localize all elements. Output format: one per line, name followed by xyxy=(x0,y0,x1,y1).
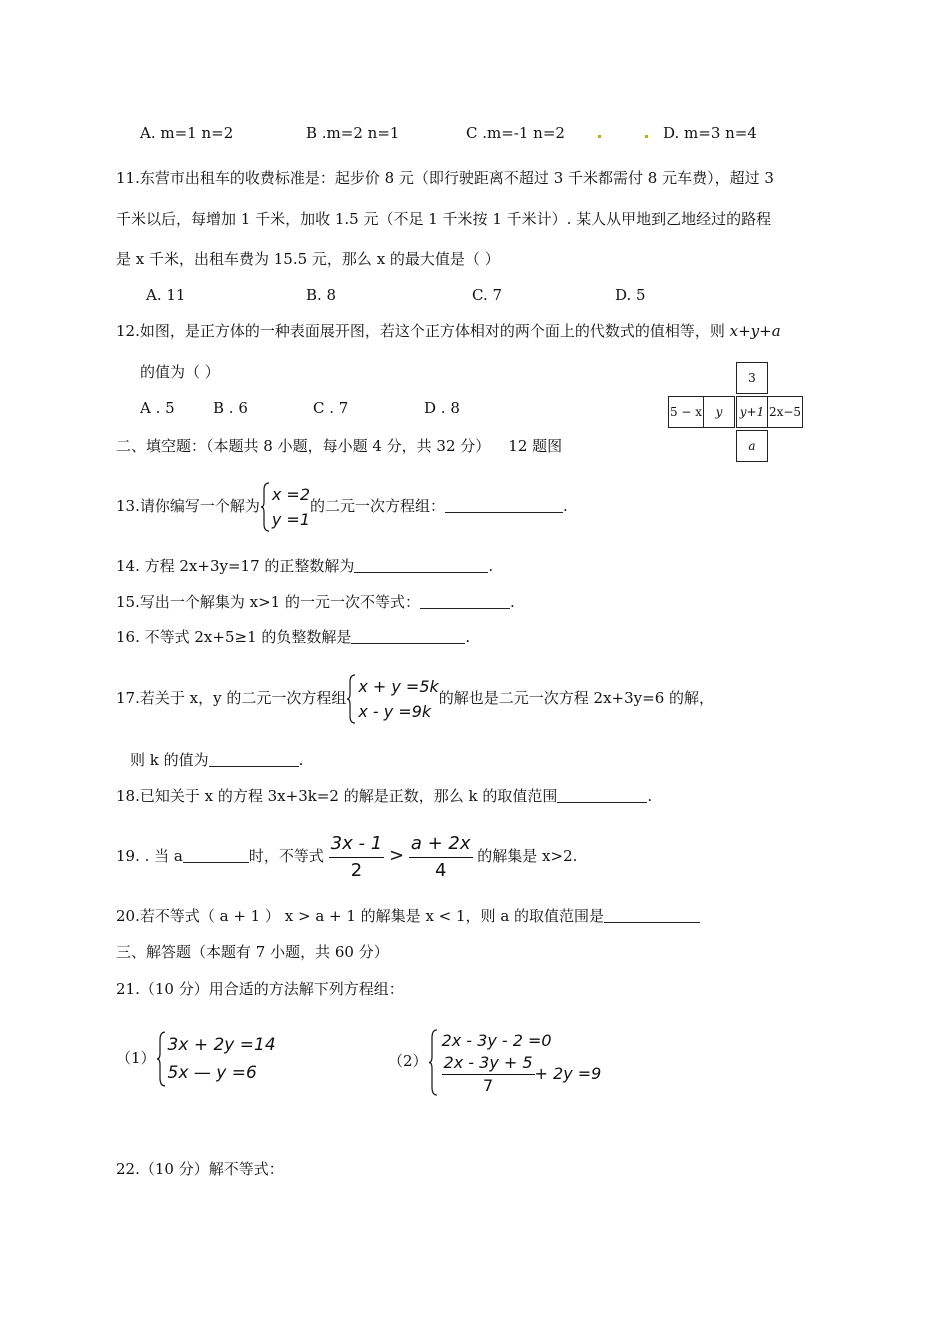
q12-expression: x+y+a xyxy=(729,322,781,340)
q17-suffix: 的解也是二元一次方程 2x+3y=6 的解， xyxy=(438,689,715,707)
q21-part-2-system xyxy=(428,1029,602,1096)
left-brace-icon xyxy=(156,1031,166,1087)
q16 xyxy=(116,627,470,647)
section-3-heading: 三、解答题（本题有 7 小题，共 60 分） xyxy=(116,943,389,961)
q17-text: 则 k 的值为 xyxy=(130,751,209,769)
net-cell-top: 3 xyxy=(736,362,768,394)
q15-end: . xyxy=(509,593,515,611)
q16-end: . xyxy=(465,628,471,646)
fraction-right xyxy=(409,832,473,883)
q21-fraction-denominator: 7 xyxy=(482,1075,494,1095)
q21-title: 21.（10 分）用合适的方法解下列方程组： xyxy=(116,980,404,998)
fraction-left-numerator: 3x - 1 xyxy=(329,832,385,858)
q12-option-c: C . 7 xyxy=(313,399,349,417)
q13-eq-1: x =2 xyxy=(271,485,310,504)
q11-option-b: B. 8 xyxy=(306,286,337,304)
greater-than-sign: > xyxy=(388,845,405,866)
q17-line-2 xyxy=(130,750,303,770)
net-cell-left: 5 − x xyxy=(668,396,704,428)
q10-option-c: C .m=-1 n=2 xyxy=(466,124,565,142)
q21-part-2-eq-1: 2x - 3y - 2 =0 xyxy=(441,1030,552,1050)
answer-blank[interactable] xyxy=(557,787,647,803)
q14 xyxy=(116,556,493,576)
fraction-left-denominator: 2 xyxy=(350,859,363,881)
q13-end: . xyxy=(563,497,568,515)
net-cell-right: 2x−5 xyxy=(767,396,803,428)
q19-suffix: 的解集是 x>2. xyxy=(477,847,578,865)
q21-part-2-label: （2） xyxy=(388,1052,428,1070)
net-cell-center: y+1 xyxy=(736,396,768,428)
q21-part-1-eq-2: 5x — y =6 xyxy=(167,1063,257,1083)
q21-part-2-eq-2 xyxy=(442,1053,602,1096)
q18-end: . xyxy=(647,787,653,805)
left-brace-icon xyxy=(346,674,356,724)
section-2-heading xyxy=(116,436,562,456)
q21-fraction xyxy=(442,1053,535,1096)
left-brace-icon xyxy=(260,482,270,532)
q12-text: 12.如图，是正方体的一种表面展开图，若这个正方体相对的两个面上的代数式的值相等，则 xyxy=(116,322,730,340)
q10-option-a: A. m=1 n=2 xyxy=(140,124,234,142)
q21-part-1-eq-1: 3x + 2y =14 xyxy=(167,1035,276,1055)
q14-end: . xyxy=(488,557,494,575)
q11-option-d: D. 5 xyxy=(615,286,646,304)
left-brace-icon xyxy=(428,1029,438,1096)
q18-text: 18.已知关于 x 的方程 3x+3k=2 的解是正数，那么 k 的取值范围 xyxy=(116,787,558,805)
q13 xyxy=(116,480,568,532)
answer-blank[interactable] xyxy=(445,497,563,513)
q13-eq-2: y =1 xyxy=(271,510,310,529)
q17-eq-1: x + y =5k xyxy=(358,677,439,696)
q17-prefix: 17.若关于 x，y 的二元一次方程组 xyxy=(116,689,347,707)
q18 xyxy=(116,786,652,806)
q19-prefix: 19. . 当 a xyxy=(116,847,183,865)
stray-mark xyxy=(598,135,601,138)
q16-text: 16. 不等式 2x+5≥1 的负整数解是 xyxy=(116,628,352,646)
q17 xyxy=(116,672,714,724)
q21-part-2 xyxy=(388,1024,601,1098)
q15 xyxy=(116,592,515,612)
q11-option-c: C. 7 xyxy=(472,286,503,304)
fraction-right-denominator: 4 xyxy=(434,859,447,881)
figure-caption: 12 题图 xyxy=(508,437,563,455)
q12-option-a: A . 5 xyxy=(140,399,175,417)
q19 xyxy=(116,828,577,884)
q20-text: 20.若不等式（ a + 1 ） x > a + 1 的解集是 x < 1，则 a 的取值范围是 xyxy=(116,907,605,925)
cube-net-figure xyxy=(668,362,808,462)
q20 xyxy=(116,906,700,926)
answer-blank[interactable] xyxy=(420,593,510,609)
q10-option-b: B .m=2 n=1 xyxy=(306,124,400,142)
q21-part-1-system xyxy=(156,1031,276,1087)
q11-line-3: 是 x 千米，出租车费为 15.5 元，那么 x 的最大值是（ ） xyxy=(116,250,500,268)
answer-blank[interactable] xyxy=(183,847,249,863)
fraction-left xyxy=(329,832,385,883)
q19-mid: 时，不等式 xyxy=(248,847,324,865)
answer-blank[interactable] xyxy=(604,907,700,923)
answer-blank[interactable] xyxy=(351,628,465,644)
q22-title: 22.（10 分）解不等式： xyxy=(116,1160,284,1178)
q10-option-d: D. m=3 n=4 xyxy=(663,124,757,142)
q12-line-1 xyxy=(116,321,781,341)
answer-blank[interactable] xyxy=(209,751,299,767)
q15-text: 15.写出一个解集为 x>1 的一元一次不等式： xyxy=(116,593,420,611)
q11-line-1: 11.东营市出租车的收费标准是：起步价 8 元（即行驶距离不超过 3 千米都需付 8 元车费），超过 3 xyxy=(116,169,774,187)
fraction-right-numerator: a + 2x xyxy=(409,832,473,858)
q13-system xyxy=(260,482,310,532)
q17-system xyxy=(346,674,438,724)
q11-option-a: A. 11 xyxy=(146,286,186,304)
answer-blank[interactable] xyxy=(354,557,488,573)
q21-part-1-label: （1） xyxy=(116,1049,156,1067)
q17-eq-2: x - y =9k xyxy=(358,702,432,721)
net-cell-mid: y xyxy=(703,396,735,428)
q13-prefix: 13.请你编写一个解为 xyxy=(116,497,260,515)
stray-mark xyxy=(645,135,648,138)
q12-option-d: D . 8 xyxy=(424,399,460,417)
q17-end: . xyxy=(298,751,304,769)
q12-line-2: 的值为（ ） xyxy=(140,363,220,381)
net-cell-bottom: a xyxy=(736,430,768,462)
q21-part-2-eq-2-tail: + 2y =9 xyxy=(534,1063,602,1083)
q21-fraction-numerator: 2x - 3y + 5 xyxy=(442,1053,535,1075)
section-2-title: 二、填空题：（本题共 8 小题，每小题 4 分，共 32 分） xyxy=(116,437,491,455)
q11-line-2: 千米以后，每增加 1 千米，加收 1.5 元（不足 1 千米按 1 千米计）. 某人从甲地到乙地经过的路程 xyxy=(116,210,772,228)
q12-option-b: B . 6 xyxy=(213,399,248,417)
q13-suffix: 的二元一次方程组： xyxy=(310,497,446,515)
q21-part-1 xyxy=(116,1030,276,1086)
q14-text: 14. 方程 2x+3y=17 的正整数解为 xyxy=(116,557,355,575)
